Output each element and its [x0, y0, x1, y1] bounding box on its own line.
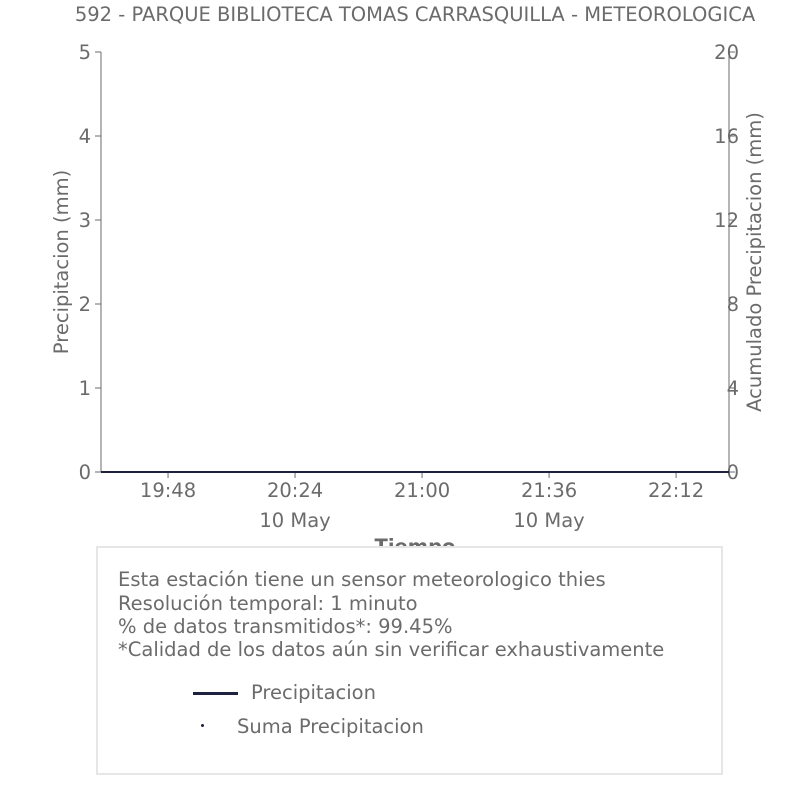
legend-dot-marker — [201, 724, 204, 727]
chart-title: 592 - PARQUE BIBLIOTECA TOMAS CARRASQUILLA - METEOROLOGICA — [74, 3, 756, 26]
legend-label-precipitacion: Precipitacion — [251, 681, 376, 704]
y2-axis-label: Acumulado Precipitacion (mm) — [743, 112, 766, 412]
info-sensor-line: Esta estación tiene un sensor meteorologico thies — [118, 568, 606, 591]
y-axis-label: Precipitacion (mm) — [50, 169, 73, 355]
left-y-ticks — [79, 41, 101, 484]
y-tick-label: 5 — [78, 41, 91, 64]
y2-tick-label: 20 — [714, 41, 739, 64]
legend-line-marker — [193, 692, 238, 695]
y-tick-label: 3 — [78, 209, 91, 232]
plot-area — [101, 52, 729, 472]
right-y-ticks — [714, 41, 739, 484]
info-quality-line: *Calidad de los datos aún sin verificar exhaustivamente — [118, 638, 665, 661]
x-tick-date-label: 10 May — [259, 509, 331, 532]
y2-tick-label: 16 — [714, 125, 739, 148]
info-transmitted-line: % de datos transmitidos*: 99.45% — [118, 615, 453, 638]
y2-tick-label: 8 — [726, 293, 739, 316]
info-resolution-line: Resolución temporal: 1 minuto — [118, 592, 418, 615]
x-tick-label: 22:12 — [647, 479, 705, 502]
legend-label-suma: Suma Precipitacion — [237, 715, 424, 738]
x-ticks — [140, 472, 704, 532]
x-tick-date-label: 10 May — [513, 509, 585, 532]
x-tick-label: 19:48 — [139, 479, 197, 502]
x-tick-label: 20:24 — [266, 479, 324, 502]
y2-tick-label: 12 — [714, 209, 739, 232]
x-tick-label: 21:36 — [520, 479, 578, 502]
y-tick-label: 0 — [78, 461, 91, 484]
y2-tick-label: 4 — [726, 377, 739, 400]
y2-tick-label: 0 — [726, 461, 739, 484]
y-tick-label: 2 — [78, 293, 91, 316]
info-legend-box — [96, 546, 723, 775]
y-tick-label: 4 — [78, 125, 91, 148]
y-tick-label: 1 — [78, 377, 91, 400]
x-tick-label: 21:00 — [393, 479, 451, 502]
